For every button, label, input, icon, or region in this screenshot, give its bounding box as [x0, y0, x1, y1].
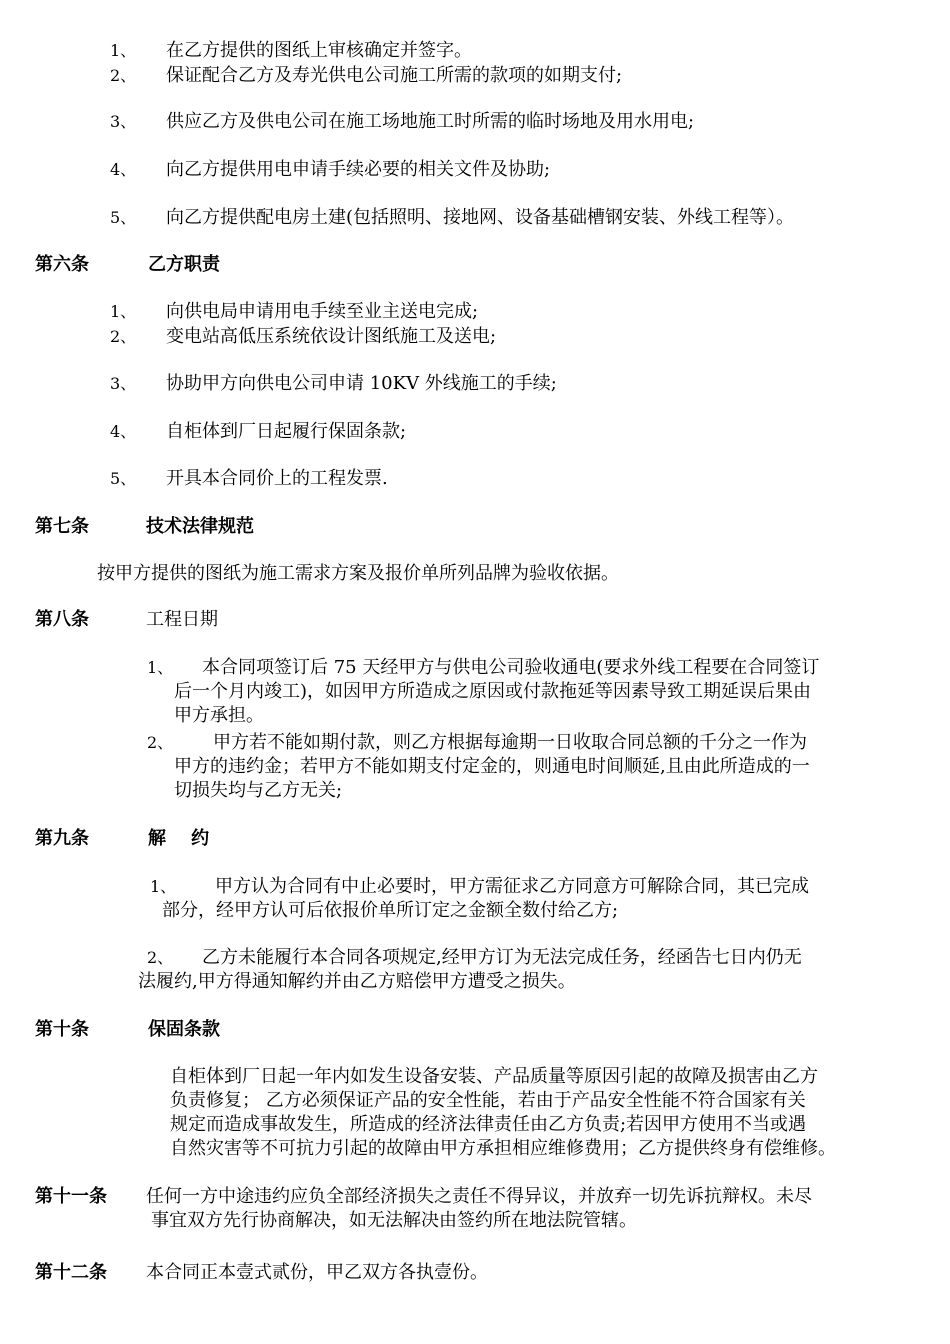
list-item: 变电站高低压系统依设计图纸施工及送电;	[166, 326, 497, 347]
article-10-label: 第十条	[35, 1019, 89, 1040]
article-8-title: 工程日期	[146, 609, 218, 630]
article-9-title: 解 约	[148, 828, 210, 849]
paragraph-line: 部分，经甲方认可后依报价单所订定之金额全数付给乙方;	[162, 900, 619, 921]
paragraph-line: 自然灾害等不可抗力引起的故障由甲方承担相应维修费用；乙方提供终身有偿维修。	[170, 1138, 836, 1159]
article-7-title: 技术法律规范	[146, 516, 254, 537]
list-item: 自柜体到厂日起履行保固条款;	[166, 421, 407, 442]
list-item: 向供电局申请用电手续至业主送电完成;	[166, 301, 479, 322]
item-number: 1、	[147, 658, 174, 677]
item-number: 2、	[110, 327, 137, 346]
paragraph-line: 甲方认为合同有中止必要时，甲方需征求乙方同意方可解除合同，其已完成	[215, 876, 809, 897]
list-item: 供应乙方及供电公司在施工场地施工时所需的临时场地及用水用电;	[166, 111, 695, 132]
paragraph-line: 后一个月内竣工)，如因甲方所造成之原因或付款拖延等因素导致工期延误后果由	[174, 681, 812, 702]
item-number: 5、	[110, 208, 137, 227]
paragraph-line: 切损失均与乙方无关;	[174, 780, 343, 801]
item-number: 1、	[110, 41, 137, 60]
item-number: 2、	[110, 66, 137, 85]
paragraph-line: 自柜体到厂日起一年内如发生设备安装、产品质量等原因引起的故障及损害由乙方	[170, 1066, 818, 1087]
list-item: 向乙方提供用电申请手续必要的相关文件及协助;	[166, 159, 551, 180]
list-item: 向乙方提供配电房土建(包括照明、接地网、设备基础槽钢安装、外线工程等）。	[166, 207, 795, 228]
paragraph-line: 甲方若不能如期付款，则乙方根据每逾期一日收取合同总额的千分之一作为	[213, 732, 807, 753]
list-item: 开具本合同价上的工程发票.	[166, 468, 388, 489]
item-number: 1、	[150, 877, 177, 896]
article-6-label: 第六条	[35, 254, 89, 275]
item-number: 3、	[110, 112, 137, 131]
item-number: 2、	[147, 733, 174, 752]
article-11-label: 第十一条	[35, 1186, 107, 1207]
item-number: 5、	[110, 469, 137, 488]
article-12-label: 第十二条	[35, 1262, 107, 1283]
list-item: 保证配合乙方及寿光供电公司施工所需的款项的如期支付;	[166, 65, 623, 86]
paragraph-line: 本合同项签订后 75 天经甲方与供电公司验收通电(要求外线工程要在合同签订	[202, 657, 820, 678]
article-7-label: 第七条	[35, 516, 89, 537]
list-item: 协助甲方向供电公司申请 10KV 外线施工的手续;	[166, 373, 557, 394]
paragraph-line: 事宜双方先行协商解决，如无法解决由签约所在地法院管辖。	[151, 1210, 637, 1231]
item-number: 1、	[110, 302, 137, 321]
article-8-label: 第八条	[35, 609, 89, 630]
paragraph-line: 任何一方中途违约应负全部经济损失之责任不得异议，并放弃一切先诉抗辩权。未尽	[146, 1186, 812, 1207]
paragraph-line: 甲方的违约金；若甲方不能如期支付定金的，则通电时间顺延,且由此所造成的一	[174, 756, 810, 777]
paragraph-line: 规定而造成事故发生，所造成的经济法律责任由乙方负责;若因甲方使用不当或遇	[170, 1114, 807, 1135]
paragraph-line: 乙方未能履行本合同各项规定,经甲方订为无法完成任务，经函告七日内仍无	[202, 947, 802, 968]
article-10-title: 保固条款	[148, 1019, 220, 1040]
item-number: 3、	[110, 374, 137, 393]
paragraph-line: 负责修复； 乙方必须保证产品的安全性能，若由于产品安全性能不符合国家有关	[170, 1090, 806, 1111]
article-12-body: 本合同正本壹式贰份，甲乙双方各执壹份。	[146, 1262, 488, 1283]
article-6-title: 乙方职责	[148, 254, 220, 275]
article-7-body: 按甲方提供的图纸为施工需求方案及报价单所列品牌为验收依据。	[97, 563, 619, 584]
item-number: 4、	[110, 160, 137, 179]
item-number: 4、	[110, 422, 137, 441]
list-item: 在乙方提供的图纸上审核确定并签字。	[166, 40, 472, 61]
article-9-label: 第九条	[35, 828, 89, 849]
paragraph-line: 甲方承担。	[174, 705, 264, 726]
paragraph-line: 法履约,甲方得通知解约并由乙方赔偿甲方遭受之损失。	[138, 971, 576, 992]
item-number: 2、	[147, 948, 174, 967]
